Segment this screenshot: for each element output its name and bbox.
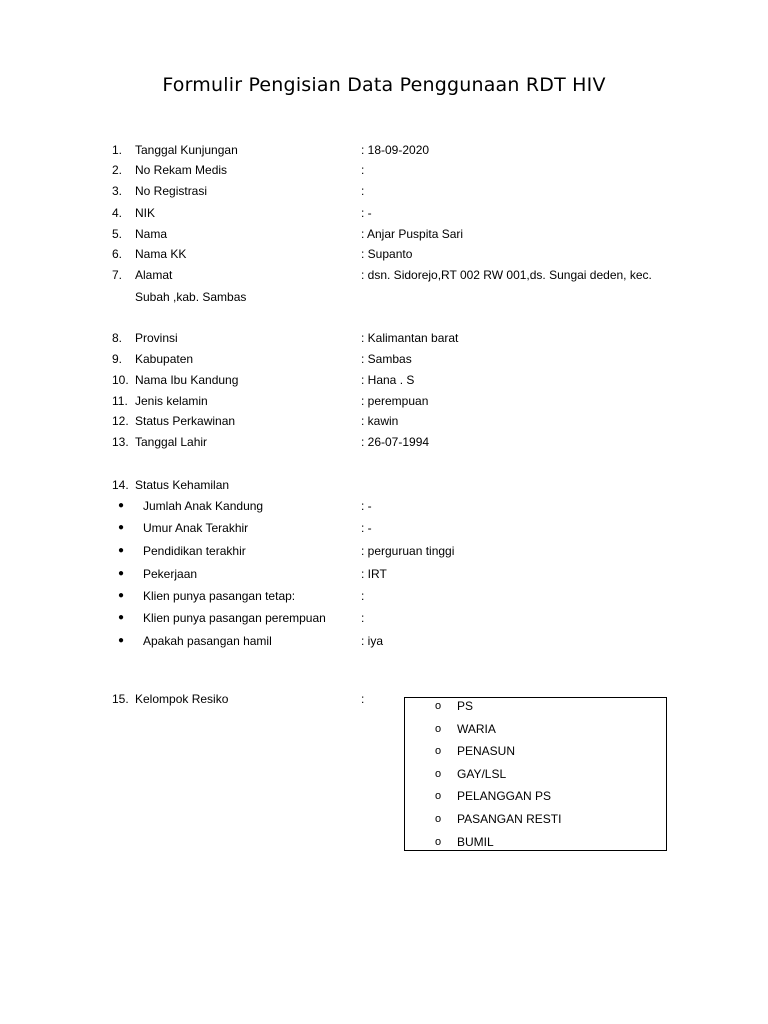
option-circle-icon: o <box>435 836 442 848</box>
field-number: 14. <box>112 478 129 492</box>
option-label: PENASUN <box>457 744 516 758</box>
field-value: : <box>361 184 365 198</box>
bullet-icon: ● <box>118 590 125 601</box>
field-label: Nama KK <box>135 247 187 261</box>
field-label: No Registrasi <box>135 184 208 198</box>
option-circle-icon: o <box>435 745 442 757</box>
option-label: PS <box>457 699 474 713</box>
field-label: Tanggal Kunjungan <box>135 143 238 157</box>
bullet-label: Klien punya pasangan tetap: <box>143 589 296 603</box>
bullet-value: : iya <box>361 634 384 648</box>
option-circle-icon: o <box>435 813 442 825</box>
bullet-icon: ● <box>118 545 125 556</box>
bullet-label: Apakah pasangan hamil <box>143 634 272 648</box>
field-label: Provinsi <box>135 331 178 345</box>
option-circle-icon: o <box>435 700 442 712</box>
bullet-icon: ● <box>118 612 125 623</box>
field-label: Alamat <box>135 268 173 282</box>
bullet-value: : perguruan tinggi <box>361 544 455 558</box>
field-value: : 18-09-2020 <box>361 143 430 157</box>
field-number: 10. <box>112 373 129 387</box>
bullet-value: : <box>361 611 365 625</box>
risk-group-box <box>404 697 667 851</box>
field-number: 2. <box>112 163 123 177</box>
section-label: Status Kehamilan <box>135 478 230 492</box>
option-label: PELANGGAN PS <box>457 789 552 803</box>
bullet-value: : <box>361 589 365 603</box>
field-value: : Anjar Puspita Sari <box>361 227 464 241</box>
bullet-label: Klien punya pasangan perempuan <box>143 611 326 625</box>
bullet-value: : IRT <box>361 567 387 581</box>
bullet-icon: ● <box>118 635 125 646</box>
bullet-label: Pekerjaan <box>143 567 198 581</box>
field-number: 8. <box>112 331 123 345</box>
field-number: 13. <box>112 435 129 449</box>
bullet-value: : - <box>361 521 372 535</box>
field-number: 5. <box>112 227 123 241</box>
option-circle-icon: o <box>435 723 442 735</box>
field-number: 11. <box>112 394 128 408</box>
option-label: WARIA <box>457 722 496 736</box>
field-number: 6. <box>112 247 123 261</box>
field-value: : <box>361 163 365 177</box>
field-label: No Rekam Medis <box>135 163 228 177</box>
field-number: 9. <box>112 352 123 366</box>
form-title: Formulir Pengisian Data Penggunaan RDT HIV <box>162 74 606 96</box>
bullet-label: Umur Anak Terakhir <box>143 521 249 535</box>
bullet-icon: ● <box>118 522 125 533</box>
field-value: : dsn. Sidorejo,RT 002 RW 001,ds. Sungai deden, kec. <box>361 268 652 282</box>
field-value: : Kalimantan barat <box>361 331 459 345</box>
option-label: BUMIL <box>457 835 494 849</box>
field-number: 7. <box>112 268 123 282</box>
bullet-icon: ● <box>118 500 125 511</box>
field-value: : Hana . S <box>361 373 415 387</box>
field-label: Nama Ibu Kandung <box>135 373 239 387</box>
bullet-label: Pendidikan terakhir <box>143 544 246 558</box>
bullet-icon: ● <box>118 568 125 579</box>
field-value: : perempuan <box>361 394 429 408</box>
field-number: 3. <box>112 184 123 198</box>
field-value: : 26-07-1994 <box>361 435 430 449</box>
field-number: 1. <box>112 143 123 157</box>
option-circle-icon: o <box>435 768 442 780</box>
field-value-continuation: Subah ,kab. Sambas <box>135 290 247 304</box>
field-number: 4. <box>112 206 123 220</box>
field-value: : - <box>361 206 372 220</box>
field-label: Status Perkawinan <box>135 414 236 428</box>
field-label: NIK <box>135 206 156 220</box>
field-label: Kabupaten <box>135 352 194 366</box>
section-label: Kelompok Resiko <box>135 692 229 706</box>
field-label: Tanggal Lahir <box>135 435 208 449</box>
option-label: GAY/LSL <box>457 767 507 781</box>
bullet-value: : - <box>361 499 372 513</box>
option-circle-icon: o <box>435 790 442 802</box>
field-value: : Supanto <box>361 247 413 261</box>
field-value: : <box>361 692 365 706</box>
field-label: Nama <box>135 227 168 241</box>
option-label: PASANGAN RESTI <box>457 812 562 826</box>
field-value: : kawin <box>361 414 399 428</box>
field-value: : Sambas <box>361 352 412 366</box>
field-number: 15. <box>112 692 129 706</box>
field-number: 12. <box>112 414 129 428</box>
field-label: Jenis kelamin <box>135 394 208 408</box>
bullet-label: Jumlah Anak Kandung <box>143 499 264 513</box>
